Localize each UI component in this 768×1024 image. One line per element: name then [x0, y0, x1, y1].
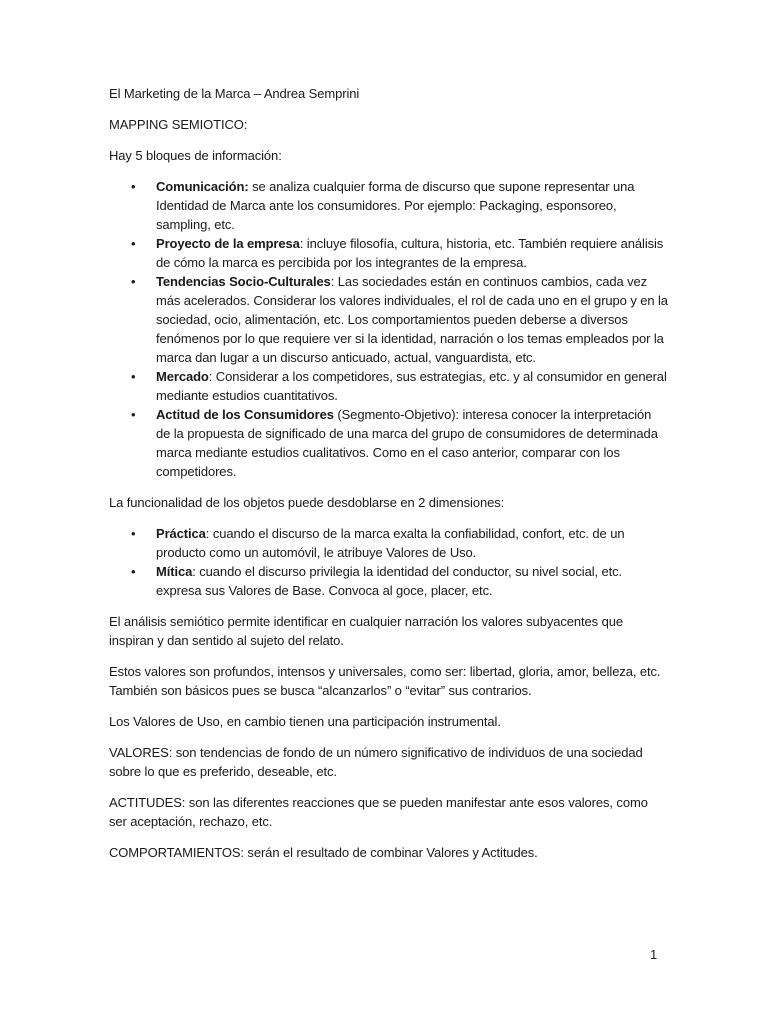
dimensions-list	[109, 524, 669, 600]
block-term: Comunicación:	[156, 179, 249, 194]
block-text: (Segmento-Objetivo): interesa conocer la interpretación de la propuesta de significado de una marca del grupo de consumidores de determinada marca mediante estudios cualitativos. Como en el caso anterior, comparar con los competidores.	[156, 407, 658, 479]
block-term: Tendencias Socio-Culturales	[156, 274, 331, 289]
document-body	[109, 84, 669, 874]
paragraph-actitudes-definition: ACTITUDES: son las diferentes reacciones que se pueden manifestar ante esos valores, como ser aceptación, rechazo, etc.	[109, 795, 648, 829]
list-item	[109, 562, 669, 600]
block-text: : Las sociedades están en continuos cambios, cada vez más acelerados. Considerar los valores individuales, el rol de cada uno en el grupo y en la sociedad, ocio, alimentación, etc. Los comportamientos pueden deberse a diversos fenómenos por lo que requiere ver si la identidad, narración o los temas empleados por la marca dan lugar a un discurso anticuado, actual, vanguardista, etc.	[156, 274, 668, 365]
section-heading: MAPPING SEMIOTICO:	[109, 117, 248, 132]
block-term: Proyecto de la empresa	[156, 236, 300, 251]
list-item	[109, 405, 669, 481]
block-text: : Considerar a los competidores, sus estrategias, etc. y al consumidor en general mediante estudios cuantitativos.	[156, 369, 667, 403]
bullet-icon: •	[131, 236, 136, 251]
block-term: Actitud de los Consumidores	[156, 407, 334, 422]
document-title: El Marketing de la Marca – Andrea Semprini	[109, 86, 360, 101]
list-item	[109, 234, 669, 272]
paragraph-use-values: Los Valores de Uso, en cambio tienen una participación instrumental.	[109, 714, 501, 729]
blocks-intro: Hay 5 bloques de información:	[109, 148, 282, 163]
list-item	[109, 367, 669, 405]
dimension-text: : cuando el discurso de la marca exalta la confiabilidad, confort, etc. de un producto como un automóvil, le atribuye Valores de Uso.	[156, 526, 625, 560]
list-item	[109, 272, 669, 367]
bullet-icon: •	[131, 274, 136, 289]
block-text: : incluye filosofía, cultura, historia, etc. También requiere análisis de cómo la marca es percibida por los integrantes de la empresa.	[156, 236, 664, 270]
bullet-icon: •	[131, 407, 136, 422]
dimension-term: Mítica	[156, 564, 193, 579]
blocks-list	[109, 177, 669, 481]
bullet-icon: •	[131, 179, 136, 194]
dimension-text: : cuando el discurso privilegia la identidad del conductor, su nivel social, etc. expresa sus Valores de Base. Convoca al goce, placer, etc.	[156, 564, 623, 598]
bullet-icon: •	[131, 564, 136, 579]
list-item	[109, 524, 669, 562]
block-term: Mercado	[156, 369, 209, 384]
page-number: 1	[650, 947, 658, 962]
paragraph-values-description: Estos valores son profundos, intensos y universales, como ser: libertad, gloria, amor, belleza, etc. También son básicos pues se busca “alcanzarlos” o “evitar” sus contrarios.	[109, 664, 661, 698]
paragraph-comportamientos-definition: COMPORTAMIENTOS: serán el resultado de combinar Valores y Actitudes.	[109, 845, 538, 860]
paragraph-valores-definition: VALORES: son tendencias de fondo de un número significativo de individuos de una sociedad sobre lo que es preferido, deseable, etc.	[109, 745, 643, 779]
bullet-icon: •	[131, 369, 136, 384]
bullet-icon: •	[131, 526, 136, 541]
paragraph-semiotic-analysis: El análisis semiótico permite identificar en cualquier narración los valores subyacentes que inspiran y dan sentido al sujeto del relato.	[109, 614, 623, 648]
dimension-term: Práctica	[156, 526, 206, 541]
functionality-intro: La funcionalidad de los objetos puede desdoblarse en 2 dimensiones:	[109, 495, 505, 510]
block-text: se analiza cualquier forma de discurso que supone representar una Identidad de Marca ante los consumidores. Por ejemplo: Packaging, esponsoreo, sampling, etc.	[156, 179, 635, 232]
list-item	[109, 177, 669, 234]
